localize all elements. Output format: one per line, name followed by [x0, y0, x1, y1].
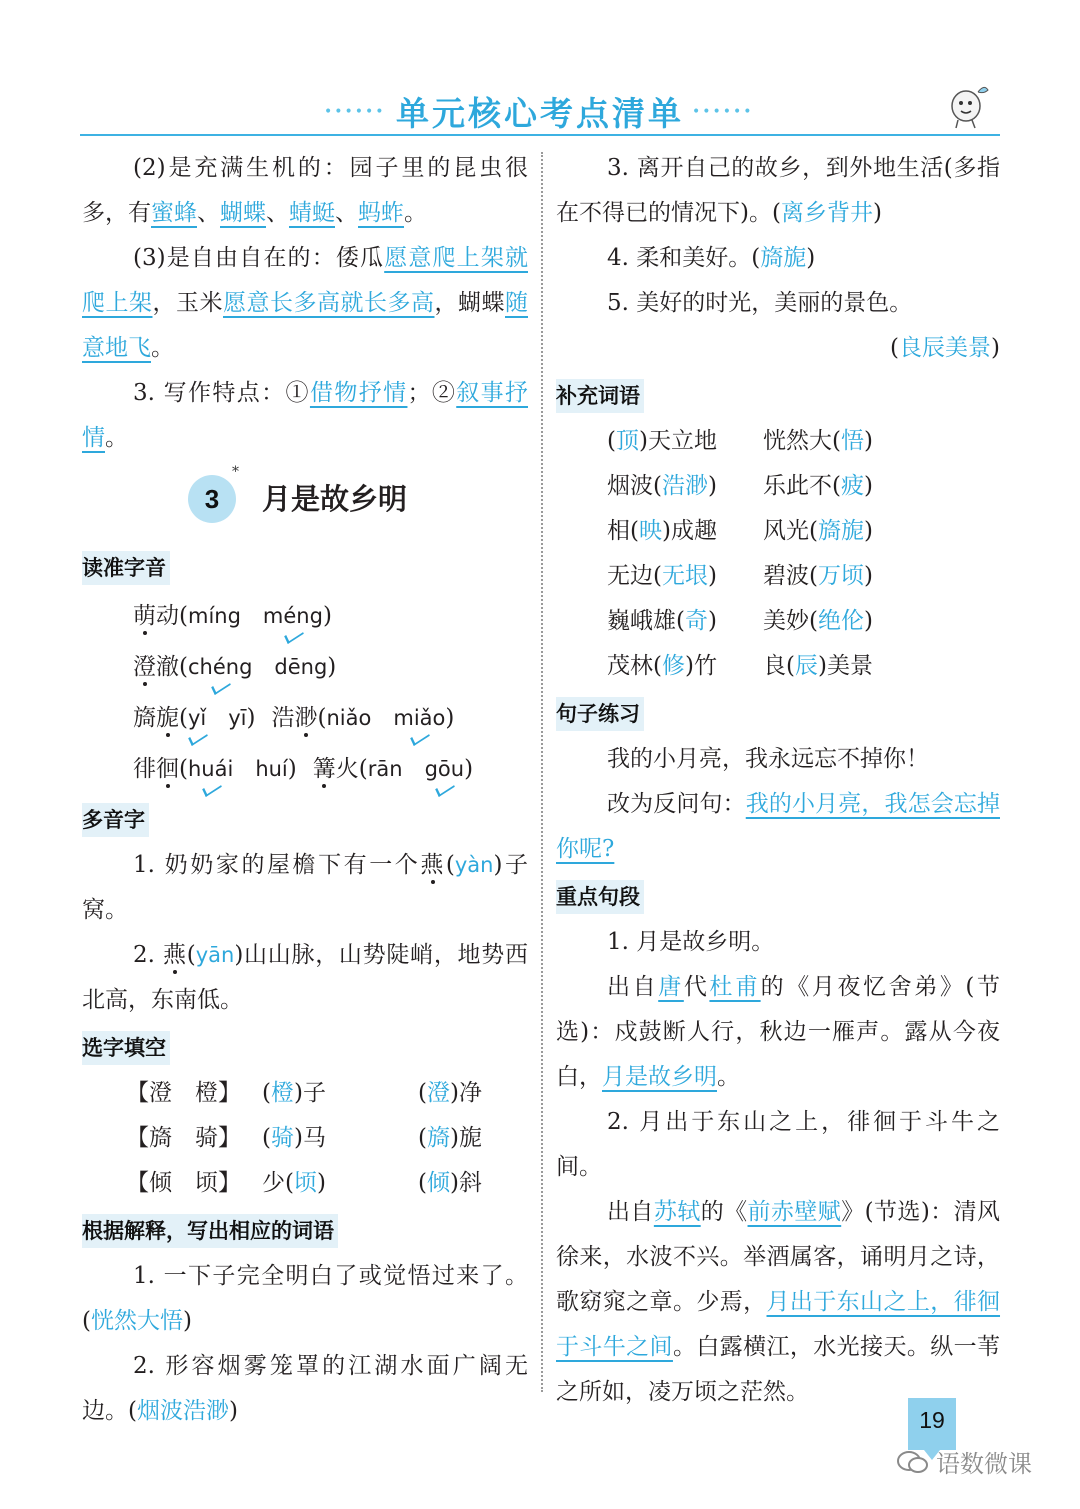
watermark-text: 语数微课 [936, 1450, 1032, 1478]
pinyin-row: 萌动(míng méng) [133, 603, 332, 629]
header-dots-left: •••••• [324, 104, 386, 120]
word-row: 茂林(修)竹 良(辰)美景 [607, 653, 873, 679]
header-rule [80, 134, 1000, 136]
header-dots-right: •••••• [692, 104, 754, 120]
explain-item: 1. 一下子完全明白了或觉悟过来了。(恍然大悟) [82, 1263, 528, 1334]
section-fill-characters: 选字填空 [82, 1031, 170, 1065]
sentence-rewrite: 改为反问句：我的小月亮，我怎会忘掉你呢? [556, 791, 1000, 862]
word-row: 烟波(浩渺) 乐此不(疲) [607, 473, 873, 499]
sentence-original: 我的小月亮，我永远忘不掉你！ [607, 746, 929, 772]
fill-row: 【旖 骑】 (骑)马 (旖)旎 [126, 1125, 482, 1151]
pinyin-row: 旖旎(yǐ yī) 浩渺(niǎo miǎo) [133, 705, 455, 731]
mascot-icon [944, 80, 994, 130]
explain-answer: (良辰美景) [890, 335, 1000, 361]
lesson-heading [82, 461, 528, 543]
explain-item: 4. 柔和美好。(旖旎) [607, 245, 816, 271]
left-column [82, 146, 528, 1434]
paragraph-writing-features: 3. 写作特点：①借物抒情；②叙事抒情。 [82, 380, 528, 451]
key-source: 出自唐代杜甫的《月夜忆舍弟》(节选)：戍鼓断人行，秋边一雁声。露从今夜白，月是故乡明。 [556, 974, 1001, 1090]
key-sentence: 1. 月是故乡明。 [607, 929, 775, 955]
fill-row: 【倾 顷】 少(顷) (倾)斜 [126, 1170, 482, 1196]
key-sentence: 2. 月出于东山之上，徘徊于斗牛之间。 [556, 1109, 1000, 1180]
polyphone-item: 1. 奶奶家的屋檐下有一个燕(yàn)子窝。 [82, 852, 529, 923]
explain-item: 3. 离开自己的故乡，到外地生活(多指在不得已的情况下)。(离乡背井) [556, 155, 1000, 226]
section-supplement-words: 补充词语 [556, 379, 644, 413]
lesson-title: 月是故乡明 [262, 482, 408, 516]
section-sentence-practice: 句子练习 [556, 697, 644, 731]
pinyin-row: 澄澈(chéng dēng) [133, 654, 337, 680]
word-row: 巍峨雄(奇) 美妙(绝伦) [607, 608, 873, 634]
explain-item: 2. 形容烟雾笼罩的江湖水面广阔无边。(烟波浩渺) [82, 1353, 528, 1424]
key-source: 出自苏轼的《前赤壁赋》(节选)：清风徐来，水波不兴。举酒属客，诵明月之诗，歌窈窕之章。少焉，月出于东山之上，徘徊于斗牛之间。白露横江，水光接天。纵一苇之所如，凌万顷之茫然。 [556, 1199, 1001, 1405]
section-reading: 读准字音 [82, 551, 170, 585]
page-number: 19 [908, 1398, 956, 1450]
paragraph-freedom: (3)是自由自在的：倭瓜愿意爬上架就爬上架，玉米愿意长多高就长多高，蝴蝶随意地飞。 [82, 245, 528, 361]
watermark [896, 1444, 1032, 1479]
pinyin-row: 徘徊(huái huí) 篝火(rān gōu) [133, 756, 474, 782]
lesson-number-badge: 3 [188, 475, 236, 523]
lesson-star: * [232, 464, 239, 480]
fill-row: 【澄 橙】 (橙)子 (澄)净 [126, 1080, 482, 1106]
word-row: 无边(无垠) 碧波(万顷) [607, 563, 873, 589]
word-row: 相(映)成趣 风光(旖旎) [607, 518, 873, 544]
wechat-icon [896, 1450, 930, 1474]
header-title: 单元核心考点清单 [396, 94, 684, 133]
right-column [556, 146, 1000, 1415]
column-divider [541, 152, 543, 1392]
section-polyphone: 多音字 [82, 803, 149, 837]
section-explain-words: 根据解释，写出相应的词语 [82, 1214, 338, 1248]
polyphone-item: 2. 燕(yān)山山脉，山势陡峭，地势西北高，东南低。 [82, 942, 529, 1013]
page-header [80, 82, 1000, 136]
paragraph-insects: (2)是充满生机的：园子里的昆虫很多，有蜜蜂、蝴蝶、蜻蜓、蚂蚱。 [82, 155, 528, 226]
section-key-passages: 重点句段 [556, 880, 644, 914]
explain-item: 5. 美好的时光，美丽的景色。 [607, 290, 913, 316]
word-row: (顶)天立地 恍然大(悟) [607, 428, 873, 454]
